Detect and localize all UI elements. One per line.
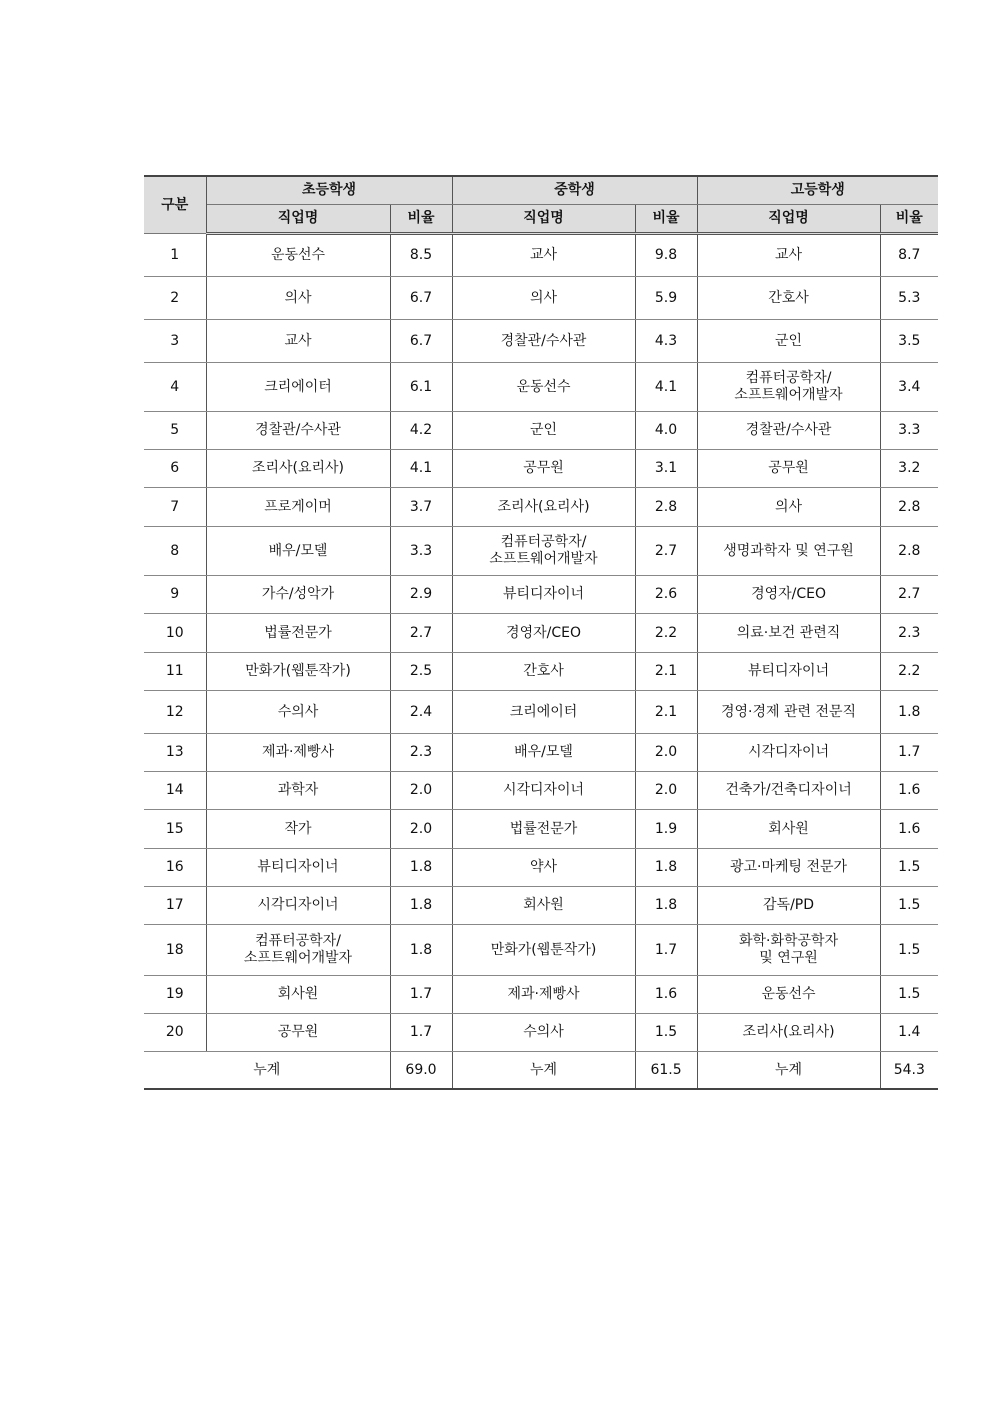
table-row bbox=[144, 691, 938, 734]
middle-ratio-cell: 2.8 bbox=[635, 488, 697, 527]
rank-cell: 12 bbox=[144, 691, 206, 734]
table-row bbox=[144, 849, 938, 887]
high-ratio-cell: 2.3 bbox=[880, 614, 938, 653]
high-job-cell: 경찰관/수사관 bbox=[697, 412, 880, 450]
high-job-cell: 경영·경제 관련 전문직 bbox=[697, 691, 880, 734]
elementary-ratio-cell: 1.8 bbox=[390, 887, 452, 925]
high-school-header: 고등학생 bbox=[697, 176, 938, 205]
high-total: 54.3 bbox=[880, 1052, 938, 1090]
rank-cell: 7 bbox=[144, 488, 206, 527]
rank-cell: 3 bbox=[144, 320, 206, 363]
elementary-ratio-cell: 3.7 bbox=[390, 488, 452, 527]
high-ratio-cell: 1.8 bbox=[880, 691, 938, 734]
middle-job-cell: 의사 bbox=[452, 277, 635, 320]
high-job-cell: 화학·화학공학자 및 연구원 bbox=[697, 925, 880, 976]
high-job-cell: 경영자/CEO bbox=[697, 576, 880, 614]
high-ratio-header: 비율 bbox=[880, 205, 938, 234]
middle-ratio-cell: 2.0 bbox=[635, 734, 697, 772]
rank-cell: 6 bbox=[144, 450, 206, 488]
middle-job-cell: 시각디자이너 bbox=[452, 772, 635, 810]
high-ratio-cell: 1.5 bbox=[880, 887, 938, 925]
table-row bbox=[144, 1014, 938, 1052]
middle-ratio-cell: 2.1 bbox=[635, 691, 697, 734]
high-job-cell: 군인 bbox=[697, 320, 880, 363]
elementary-job-cell: 크리에이터 bbox=[206, 363, 390, 412]
middle-ratio-cell: 3.1 bbox=[635, 450, 697, 488]
elementary-ratio-cell: 6.7 bbox=[390, 277, 452, 320]
elementary-ratio-header: 비율 bbox=[390, 205, 452, 234]
table-row bbox=[144, 976, 938, 1014]
middle-job-cell: 교사 bbox=[452, 234, 635, 277]
total-row bbox=[144, 1052, 938, 1090]
elementary-job-cell: 교사 bbox=[206, 320, 390, 363]
high-job-header: 직업명 bbox=[697, 205, 880, 234]
table-row bbox=[144, 234, 938, 277]
middle-total: 61.5 bbox=[635, 1052, 697, 1090]
elementary-total-label: 누계 bbox=[144, 1052, 390, 1090]
middle-job-cell: 공무원 bbox=[452, 450, 635, 488]
elementary-ratio-cell: 1.8 bbox=[390, 925, 452, 976]
middle-job-cell: 크리에이터 bbox=[452, 691, 635, 734]
middle-job-cell: 간호사 bbox=[452, 653, 635, 691]
high-ratio-cell: 2.8 bbox=[880, 527, 938, 576]
elementary-header: 초등학생 bbox=[206, 176, 452, 205]
middle-job-cell: 조리사(요리사) bbox=[452, 488, 635, 527]
rank-cell: 18 bbox=[144, 925, 206, 976]
elementary-job-cell: 회사원 bbox=[206, 976, 390, 1014]
table-row bbox=[144, 450, 938, 488]
high-job-cell: 교사 bbox=[697, 234, 880, 277]
rank-cell: 8 bbox=[144, 527, 206, 576]
high-job-cell: 공무원 bbox=[697, 450, 880, 488]
table-row bbox=[144, 614, 938, 653]
elementary-ratio-cell: 2.3 bbox=[390, 734, 452, 772]
middle-job-cell: 경영자/CEO bbox=[452, 614, 635, 653]
elementary-job-cell: 만화가(웹툰작가) bbox=[206, 653, 390, 691]
elementary-job-cell: 시각디자이너 bbox=[206, 887, 390, 925]
elementary-job-cell: 가수/성악가 bbox=[206, 576, 390, 614]
elementary-ratio-cell: 3.3 bbox=[390, 527, 452, 576]
high-job-cell: 건축가/건축디자이너 bbox=[697, 772, 880, 810]
elementary-job-cell: 운동선수 bbox=[206, 234, 390, 277]
elementary-job-cell: 제과·제빵사 bbox=[206, 734, 390, 772]
middle-ratio-cell: 1.6 bbox=[635, 976, 697, 1014]
table-row bbox=[144, 277, 938, 320]
middle-ratio-cell: 1.5 bbox=[635, 1014, 697, 1052]
middle-ratio-cell: 1.7 bbox=[635, 925, 697, 976]
high-ratio-cell: 5.3 bbox=[880, 277, 938, 320]
middle-job-cell: 운동선수 bbox=[452, 363, 635, 412]
table-row bbox=[144, 925, 938, 976]
table-body bbox=[144, 234, 938, 1052]
elementary-job-cell: 프로게이머 bbox=[206, 488, 390, 527]
high-ratio-cell: 2.7 bbox=[880, 576, 938, 614]
high-job-cell: 의료·보건 관련직 bbox=[697, 614, 880, 653]
elementary-job-header: 직업명 bbox=[206, 205, 390, 234]
elementary-ratio-cell: 8.5 bbox=[390, 234, 452, 277]
high-job-cell: 운동선수 bbox=[697, 976, 880, 1014]
elementary-job-cell: 법률전문가 bbox=[206, 614, 390, 653]
high-total-label: 누계 bbox=[697, 1052, 880, 1090]
table-row bbox=[144, 576, 938, 614]
middle-job-cell: 배우/모델 bbox=[452, 734, 635, 772]
elementary-job-cell: 배우/모델 bbox=[206, 527, 390, 576]
high-ratio-cell: 2.8 bbox=[880, 488, 938, 527]
high-ratio-cell: 1.6 bbox=[880, 810, 938, 849]
category-header: 구분 bbox=[144, 176, 206, 234]
high-ratio-cell: 1.7 bbox=[880, 734, 938, 772]
high-ratio-cell: 2.2 bbox=[880, 653, 938, 691]
high-ratio-cell: 1.6 bbox=[880, 772, 938, 810]
elementary-ratio-cell: 2.4 bbox=[390, 691, 452, 734]
table-row bbox=[144, 772, 938, 810]
elementary-ratio-cell: 6.1 bbox=[390, 363, 452, 412]
elementary-ratio-cell: 2.0 bbox=[390, 772, 452, 810]
rank-cell: 13 bbox=[144, 734, 206, 772]
middle-ratio-header: 비율 bbox=[635, 205, 697, 234]
high-job-cell: 회사원 bbox=[697, 810, 880, 849]
rank-cell: 5 bbox=[144, 412, 206, 450]
elementary-job-cell: 작가 bbox=[206, 810, 390, 849]
middle-ratio-cell: 1.8 bbox=[635, 849, 697, 887]
high-ratio-cell: 1.4 bbox=[880, 1014, 938, 1052]
high-ratio-cell: 3.2 bbox=[880, 450, 938, 488]
table-row bbox=[144, 527, 938, 576]
table-row bbox=[144, 488, 938, 527]
elementary-ratio-cell: 1.8 bbox=[390, 849, 452, 887]
elementary-ratio-cell: 1.7 bbox=[390, 1014, 452, 1052]
table-row bbox=[144, 734, 938, 772]
rank-cell: 17 bbox=[144, 887, 206, 925]
table-row bbox=[144, 810, 938, 849]
middle-ratio-cell: 5.9 bbox=[635, 277, 697, 320]
rank-cell: 16 bbox=[144, 849, 206, 887]
high-ratio-cell: 1.5 bbox=[880, 925, 938, 976]
rank-cell: 14 bbox=[144, 772, 206, 810]
middle-job-cell: 군인 bbox=[452, 412, 635, 450]
rank-cell: 11 bbox=[144, 653, 206, 691]
table-row bbox=[144, 412, 938, 450]
table-row bbox=[144, 887, 938, 925]
elementary-ratio-cell: 4.2 bbox=[390, 412, 452, 450]
middle-total-label: 누계 bbox=[452, 1052, 635, 1090]
rank-cell: 4 bbox=[144, 363, 206, 412]
middle-ratio-cell: 4.3 bbox=[635, 320, 697, 363]
middle-ratio-cell: 1.9 bbox=[635, 810, 697, 849]
high-job-cell: 의사 bbox=[697, 488, 880, 527]
high-ratio-cell: 1.5 bbox=[880, 849, 938, 887]
high-job-cell: 광고·마케팅 전문가 bbox=[697, 849, 880, 887]
middle-job-cell: 경찰관/수사관 bbox=[452, 320, 635, 363]
middle-ratio-cell: 4.0 bbox=[635, 412, 697, 450]
middle-ratio-cell: 2.0 bbox=[635, 772, 697, 810]
middle-job-cell: 컴퓨터공학자/ 소프트웨어개발자 bbox=[452, 527, 635, 576]
rank-cell: 15 bbox=[144, 810, 206, 849]
high-job-cell: 컴퓨터공학자/ 소프트웨어개발자 bbox=[697, 363, 880, 412]
middle-job-cell: 회사원 bbox=[452, 887, 635, 925]
high-job-cell: 간호사 bbox=[697, 277, 880, 320]
elementary-job-cell: 과학자 bbox=[206, 772, 390, 810]
high-job-cell: 시각디자이너 bbox=[697, 734, 880, 772]
elementary-ratio-cell: 6.7 bbox=[390, 320, 452, 363]
high-ratio-cell: 8.7 bbox=[880, 234, 938, 277]
middle-job-cell: 제과·제빵사 bbox=[452, 976, 635, 1014]
elementary-ratio-cell: 4.1 bbox=[390, 450, 452, 488]
elementary-job-cell: 수의사 bbox=[206, 691, 390, 734]
career-ranking-table bbox=[144, 175, 938, 1090]
rank-cell: 2 bbox=[144, 277, 206, 320]
middle-ratio-cell: 2.2 bbox=[635, 614, 697, 653]
middle-ratio-cell: 2.7 bbox=[635, 527, 697, 576]
middle-job-cell: 약사 bbox=[452, 849, 635, 887]
middle-ratio-cell: 2.1 bbox=[635, 653, 697, 691]
middle-job-cell: 만화가(웹툰작가) bbox=[452, 925, 635, 976]
rank-cell: 20 bbox=[144, 1014, 206, 1052]
elementary-total: 69.0 bbox=[390, 1052, 452, 1090]
table-row bbox=[144, 653, 938, 691]
high-job-cell: 조리사(요리사) bbox=[697, 1014, 880, 1052]
middle-ratio-cell: 2.6 bbox=[635, 576, 697, 614]
elementary-job-cell: 공무원 bbox=[206, 1014, 390, 1052]
middle-job-cell: 수의사 bbox=[452, 1014, 635, 1052]
high-ratio-cell: 3.5 bbox=[880, 320, 938, 363]
rank-cell: 9 bbox=[144, 576, 206, 614]
elementary-job-cell: 뷰티디자이너 bbox=[206, 849, 390, 887]
elementary-job-cell: 의사 bbox=[206, 277, 390, 320]
middle-job-cell: 법률전문가 bbox=[452, 810, 635, 849]
high-ratio-cell: 1.5 bbox=[880, 976, 938, 1014]
elementary-job-cell: 컴퓨터공학자/ 소프트웨어개발자 bbox=[206, 925, 390, 976]
elementary-ratio-cell: 2.0 bbox=[390, 810, 452, 849]
table-row bbox=[144, 320, 938, 363]
middle-ratio-cell: 4.1 bbox=[635, 363, 697, 412]
middle-ratio-cell: 1.8 bbox=[635, 887, 697, 925]
elementary-job-cell: 경찰관/수사관 bbox=[206, 412, 390, 450]
rank-cell: 1 bbox=[144, 234, 206, 277]
elementary-ratio-cell: 2.9 bbox=[390, 576, 452, 614]
high-job-cell: 뷰티디자이너 bbox=[697, 653, 880, 691]
rank-cell: 10 bbox=[144, 614, 206, 653]
elementary-job-cell: 조리사(요리사) bbox=[206, 450, 390, 488]
middle-school-header: 중학생 bbox=[452, 176, 697, 205]
high-job-cell: 생명과학자 및 연구원 bbox=[697, 527, 880, 576]
high-ratio-cell: 3.4 bbox=[880, 363, 938, 412]
middle-ratio-cell: 9.8 bbox=[635, 234, 697, 277]
rank-cell: 19 bbox=[144, 976, 206, 1014]
middle-job-header: 직업명 bbox=[452, 205, 635, 234]
table-row bbox=[144, 363, 938, 412]
high-job-cell: 감독/PD bbox=[697, 887, 880, 925]
high-ratio-cell: 3.3 bbox=[880, 412, 938, 450]
middle-job-cell: 뷰티디자이너 bbox=[452, 576, 635, 614]
elementary-ratio-cell: 1.7 bbox=[390, 976, 452, 1014]
elementary-ratio-cell: 2.5 bbox=[390, 653, 452, 691]
elementary-ratio-cell: 2.7 bbox=[390, 614, 452, 653]
